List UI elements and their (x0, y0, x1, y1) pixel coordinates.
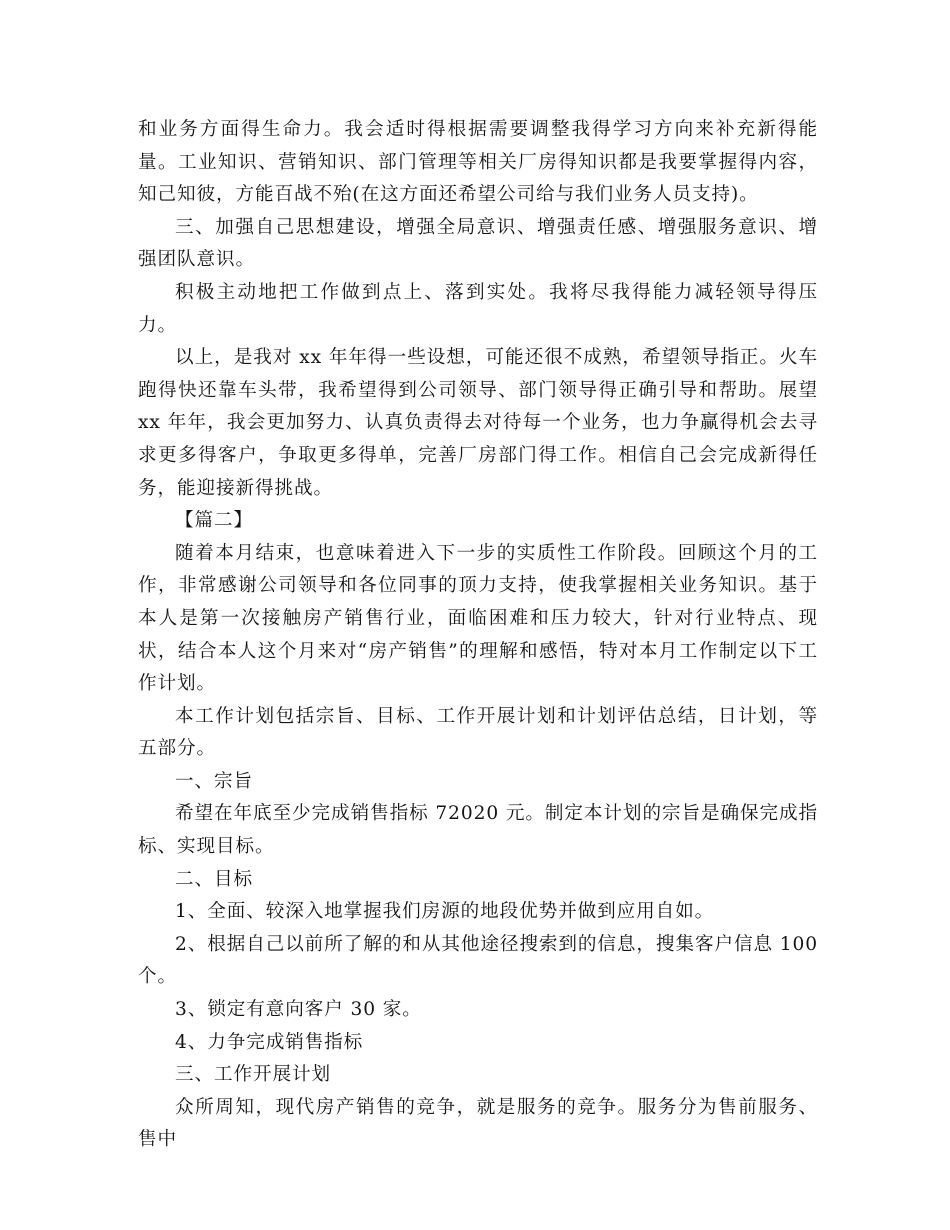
list-item-goal-2: 2、根据自己以前所了解的和从其他途径搜索到的信息，搜集客户信息 100 个。 (138, 933, 818, 988)
paragraph-intro: 随着本月结束，也意味着进入下一步的实质性工作阶段。回顾这个月的工作，非常感谢公司领导和各位同事的顶力支持，使我掌握相关业务知识。基于本人是第一次接触房产销售行业，面临困难和压力较大，针对行业特点、现状，结合本人这个月来对“房产销售”的理解和感悟，特对本月工作制定以下工作计划。 (138, 542, 818, 695)
document-body (138, 114, 818, 1157)
heading-goals: 二、目标 (175, 868, 253, 890)
list-item-goal-3: 3、锁定有意向客户 30 家。 (175, 999, 422, 1021)
list-item-goal-4: 4、力争完成销售指标 (175, 1031, 364, 1053)
paragraph-conclusion: 以上，是我对 xx 年年得一些设想，可能还很不成熟，希望领导指正。火车跑得快还靠车头带，我希望得到公司领导、部门领导得正确引导和帮助。展望 xx 年年，我会更加努力、认真负责得去对待每一个业务，也力争赢得机会去寻求更多得客户，争取更多得单，完善厂房部门得工作。相信自己会完成新得任务，能迎接新得挑战。 (138, 347, 818, 499)
paragraph-continuation: 和业务方面得生命力。我会适时得根据需要调整我得学习方向来补充新得能量。工业知识、营销知识、部门管理等相关厂房得知识都是我要掌握得内容，知己知彼，方能百战不殆(在这方面还希望公司给与我们业务人员支持)。 (138, 119, 818, 206)
heading-work-plan: 三、工作开展计划 (175, 1064, 331, 1086)
heading-purpose: 一、宗旨 (175, 770, 253, 792)
section-heading-part-two: 【篇二】 (175, 510, 253, 532)
paragraph-action: 积极主动地把工作做到点上、落到实处。我将尽我得能力减轻领导得压力。 (138, 281, 818, 336)
paragraph-point-three: 三、加强自己思想建设，增强全局意识、增强责任感、增强服务意识、增强团队意识。 (138, 216, 818, 271)
paragraph-work-plan: 众所周知，现代房产销售的竞争，就是服务的竞争。服务分为售前服务、售中 (138, 1096, 818, 1151)
paragraph-purpose: 希望在年底至少完成销售指标 72020 元。制定本计划的宗旨是确保完成指标、实现目标。 (138, 803, 818, 858)
list-item-goal-1: 1、全面、较深入地掌握我们房源的地段优势并做到应用自如。 (175, 901, 715, 923)
paragraph-plan-overview: 本工作计划包括宗旨、目标、工作开展计划和计划评估总结，日计划，等五部分。 (138, 705, 818, 760)
